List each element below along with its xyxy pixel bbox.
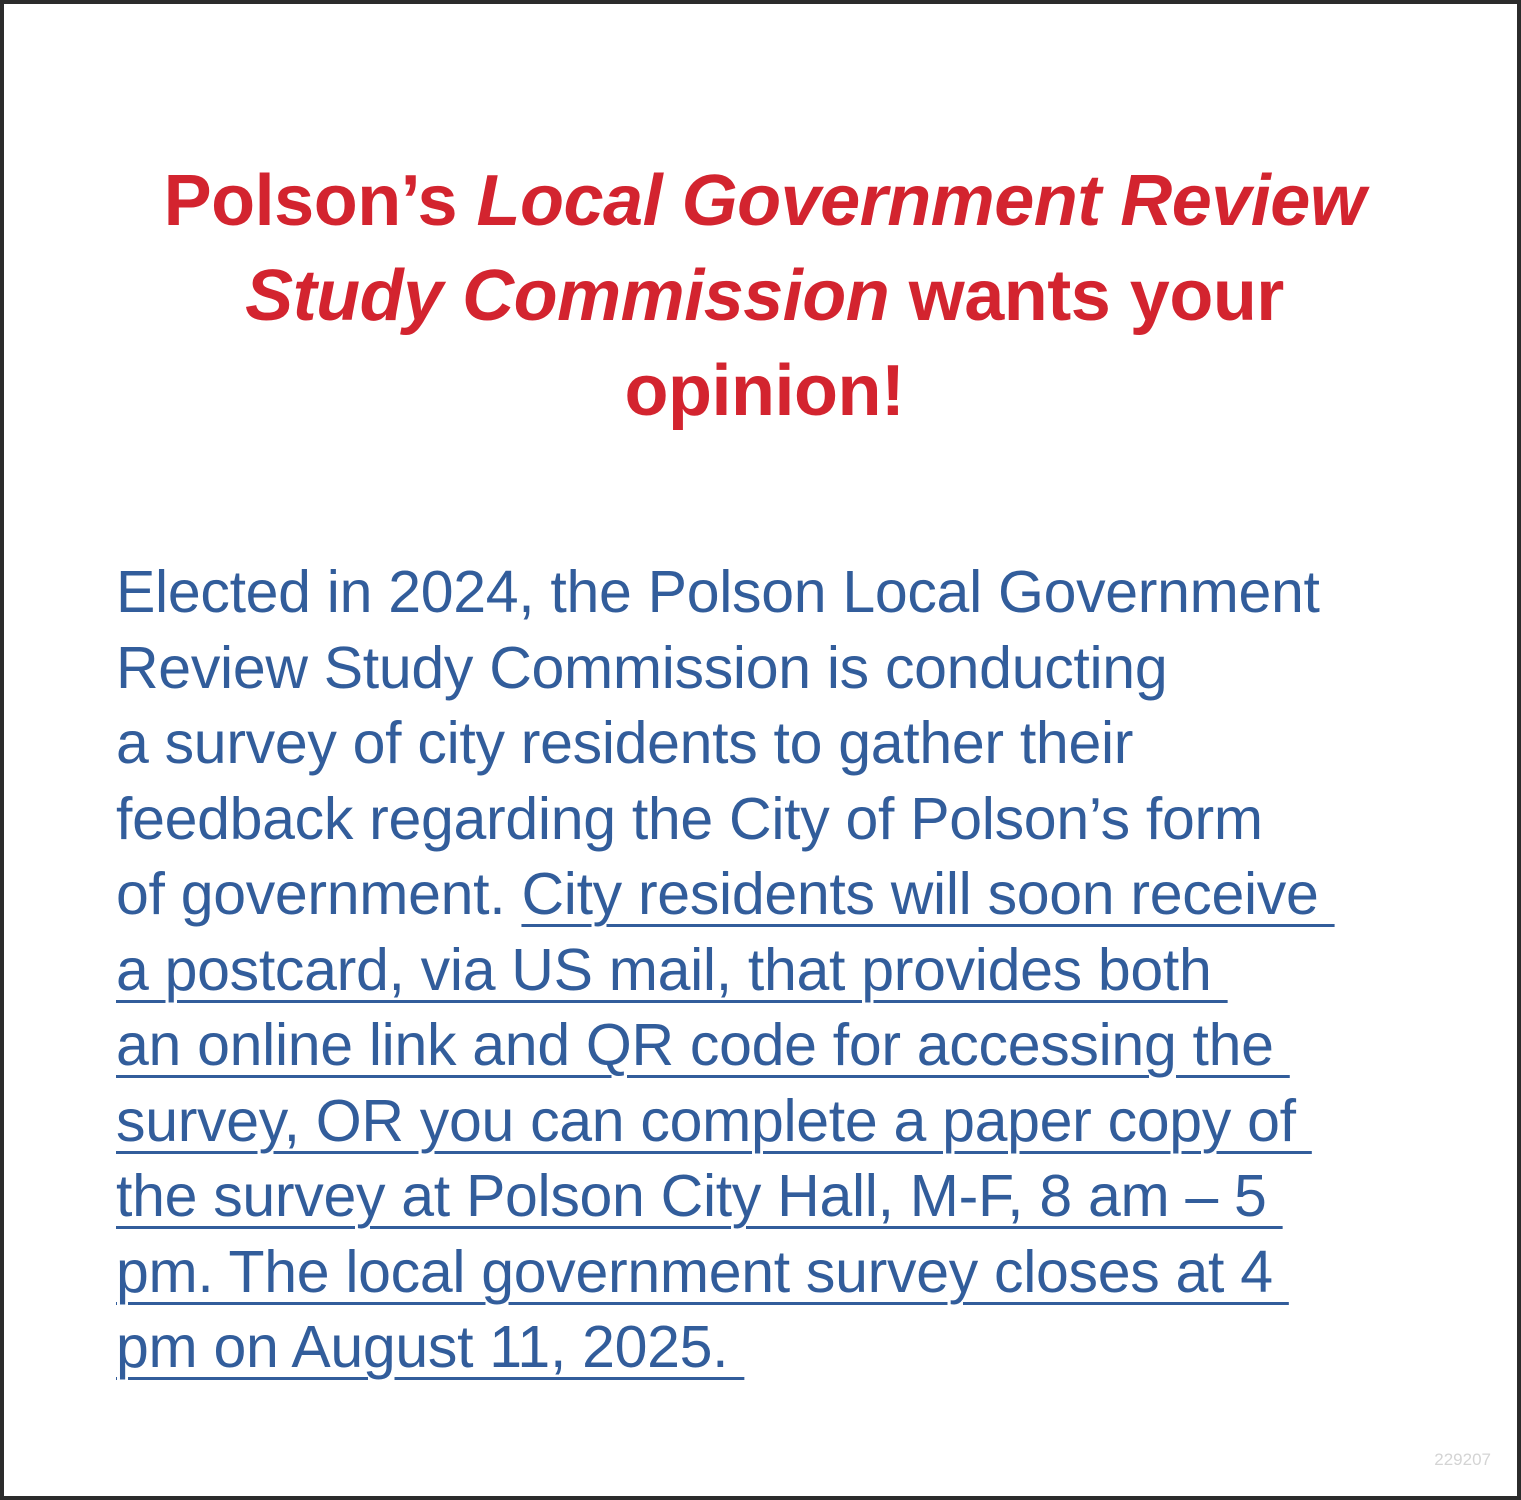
body-line [116, 1008, 1436, 1084]
body-line [116, 1310, 1436, 1386]
body-line-plain-part: of government. [116, 861, 522, 927]
body-line [116, 1084, 1436, 1160]
headline-line-3: opinion! [624, 351, 905, 431]
underlined-notice-text: a postcard, via US mail, that provides both [116, 936, 1228, 1003]
body-line [116, 933, 1436, 1009]
ad-id-watermark: 229207 [1434, 1450, 1491, 1469]
underlined-notice-text: pm on August 11, 2025. [116, 1314, 745, 1380]
headline-line-1 [164, 161, 1366, 241]
underlined-notice-text: an online link and QR code for accessing the [116, 1012, 1290, 1078]
underlined-notice-text: the survey at Polson City Hall, M-F, 8 am – 5 [116, 1163, 1283, 1229]
headline-polsons: Polson’s [163, 161, 477, 241]
body-line: Review Study Commission is conducting [116, 634, 1168, 701]
body-line: feedback regarding the City of Polson’s form [116, 785, 1263, 852]
body-line [116, 1159, 1436, 1235]
headline-commission-name-part-2: Study Commission [245, 256, 890, 336]
body-line [116, 1235, 1436, 1311]
body-line: a survey of city residents to gather their [116, 710, 1134, 776]
headline-wants-your: wants your [889, 256, 1284, 336]
headline-line-2 [245, 256, 1284, 336]
body-line: Elected in 2024, the Polson Local Government [116, 559, 1320, 625]
body-line [116, 857, 1436, 933]
underlined-notice-text: pm. The local government survey closes at 4 [116, 1238, 1289, 1305]
body-paragraph [116, 555, 1436, 1386]
underlined-notice-text: City residents will soon receive [521, 861, 1335, 927]
underlined-notice-text: survey, OR you can complete a paper copy of [116, 1087, 1312, 1154]
headline-commission-name-part-1: Local Government Review [476, 161, 1366, 241]
headline [64, 154, 1465, 439]
